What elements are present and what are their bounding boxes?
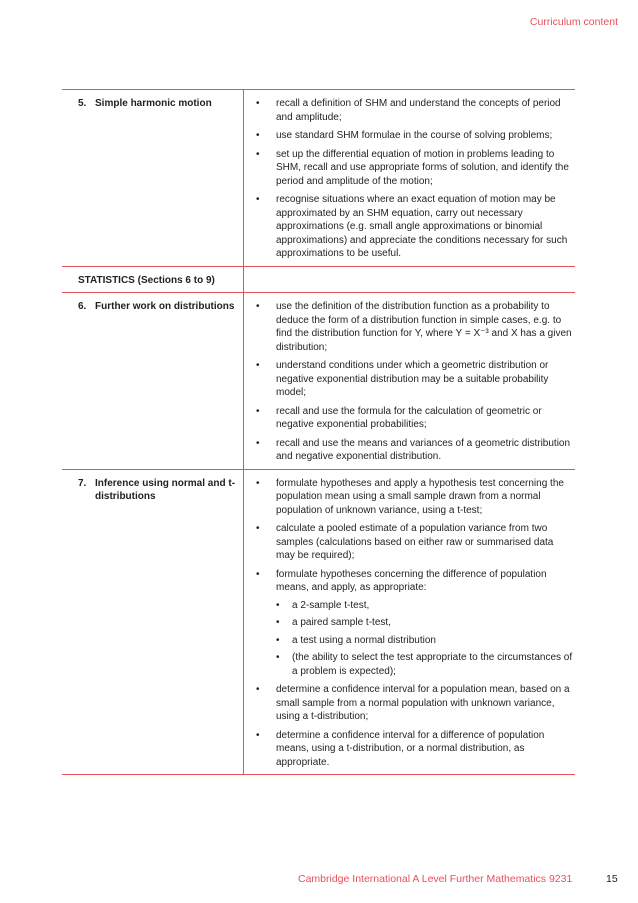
topic-title: Further work on distributions (95, 301, 235, 312)
list-item: • recall and use the means and variances of a geometric distribution and negative exponential distribution. (256, 437, 575, 464)
sub-list-item: • (the ability to select the test appropriate to the circumstances of a problem is expected); (276, 651, 575, 678)
topic-cell (62, 90, 244, 267)
list-item: • recognise situations where an exact equation of motion may be approximated by an SHM equation, carry out necessary approximations (e.g. small angle approximations or binomial approximations) and appreciate the conditions necessary for such approximations to be useful. (256, 193, 575, 261)
list-item: • recall and use the formula for the calculation of geometric or negative exponential probabilities; (256, 405, 575, 432)
list-item: • determine a confidence interval for a population mean, based on a small sample from a normal population with unknown variance, using a t-distribution; (256, 683, 575, 724)
section-empty-cell (244, 266, 576, 293)
topic-number: 6. (78, 301, 87, 312)
list-item (256, 568, 575, 679)
footer-title: Cambridge International A Level Further Mathematics 9231 (298, 873, 573, 885)
list-item: • use the definition of the distribution function as a probability to deduce the form of a distribution function in simple cases, e.g. to find the distribution function for Y, where Y = X⁻³ and X has a given distribution; (256, 300, 575, 354)
list-item: • formulate hypotheses and apply a hypothesis test concerning the population mean using a small sample drawn from a normal population of unknown variance, using a t-test; (256, 477, 575, 518)
topic-title: Inference using normal and t-distributions (95, 477, 236, 502)
objectives-cell (244, 293, 576, 470)
list-item: • determine a confidence interval for a difference of population means, using a t-distribution, or a normal distribution, as appropriate. (256, 729, 575, 770)
section-heading: STATISTICS (Sections 6 to 9) (78, 274, 215, 286)
objectives-list (256, 300, 575, 464)
list-item: • calculate a pooled estimate of a population variance from two samples (calculations based on either raw or summarised data may be required); (256, 522, 575, 563)
table-row-statistics-section (62, 266, 575, 293)
list-item: • understand conditions under which a geometric distribution or negative exponential distribution may be a suitable probability model; (256, 359, 575, 400)
sub-list-item: • a 2-sample t-test, (276, 599, 575, 613)
topic-heading (62, 300, 243, 314)
sub-list-item: • a test using a normal distribution (276, 634, 575, 648)
sub-list-item: • a paired sample t-test, (276, 616, 575, 630)
objectives-list (256, 97, 575, 261)
curriculum-table (62, 89, 575, 775)
topic-heading (62, 477, 243, 504)
list-item: • recall a definition of SHM and understand the concepts of period and amplitude; (256, 97, 575, 124)
topic-cell (62, 293, 244, 470)
topic-heading (62, 97, 243, 111)
objectives-cell (244, 90, 576, 267)
sub-list (276, 599, 575, 679)
running-header: Curriculum content (529, 16, 618, 28)
page-number: 15 (606, 873, 618, 885)
list-item-text: formulate hypotheses concerning the difference of population means, and apply, as appropriate: (276, 568, 547, 593)
topic-number: 7. (78, 477, 87, 489)
table-row-inference (62, 469, 575, 775)
objectives-list (256, 477, 575, 770)
topic-cell (62, 469, 244, 775)
objectives-cell (244, 469, 576, 775)
topic-number: 5. (78, 98, 87, 109)
list-item: • use standard SHM formulae in the course of solving problems; (256, 129, 575, 143)
list-item: • set up the differential equation of motion in problems leading to SHM, recall and use appropriate forms of solution, and identify the period and amplitude of the motion; (256, 148, 575, 189)
table-row-shm (62, 90, 575, 267)
table-row-distributions (62, 293, 575, 470)
section-cell (62, 266, 244, 293)
topic-title: Simple harmonic motion (95, 98, 212, 109)
